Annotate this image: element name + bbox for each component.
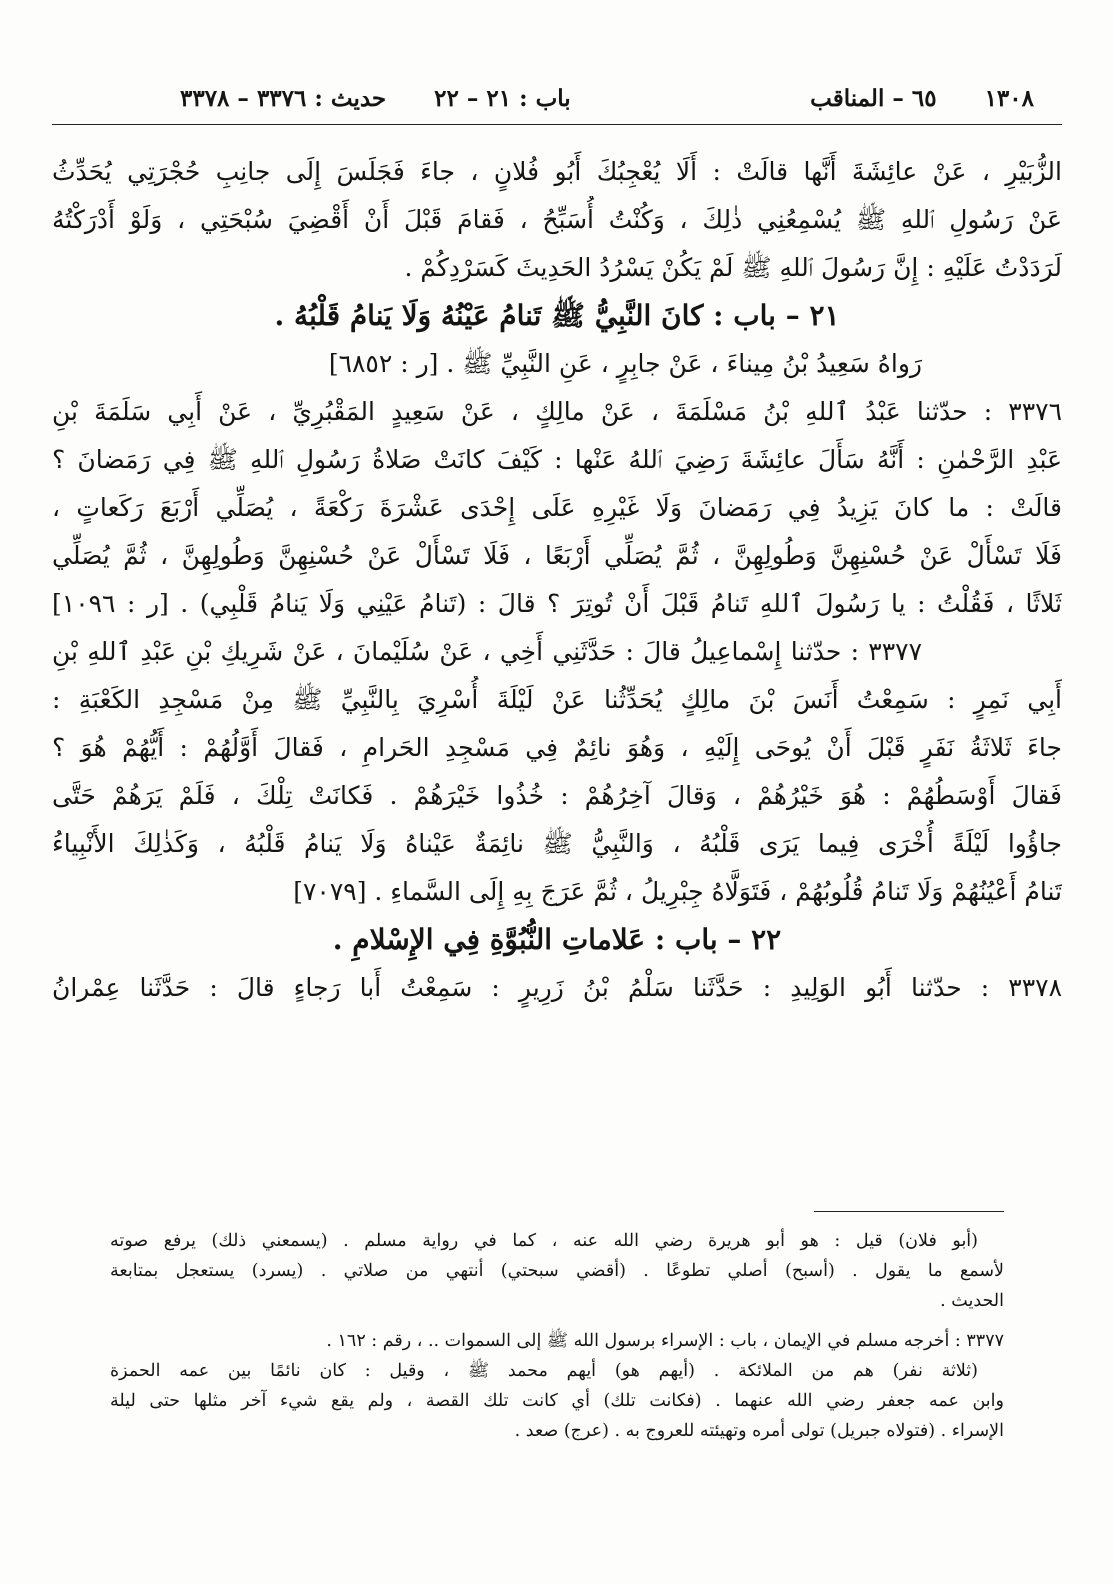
text-line: الزُّبَيْرِ ، عَنْ عائِشَةَ أَنَّها قالَتْ : أَلَا يُعْجِبُكَ أَبُو فُلانٍ ، جاءَ فَجَلَسَ إِلَى جانِبِ حُجْرَتِي يُحَدِّثُ: [52, 157, 1062, 186]
footnote-line: لأسمع ما يقول . (أسبح) أصلي تطوعًا . (أقضي سبحتي) أنتهي من صلاتي . (يسرد) يستعجل بمتابعة: [110, 1261, 1004, 1281]
page-number: ١٣٠٨: [984, 84, 1034, 112]
footnote-line: الحديث .: [940, 1291, 1004, 1311]
hadith-3377-start: ٣٣٧٧ : حدّثنا إِسْماعِيلُ قالَ : حَدَّثَنِي أَخِي ، عَنْ سُلَيْمانَ ، عَنْ شَرِيكِ بْنِ عَبْدِ ٱللهِ بْنِ: [52, 637, 922, 666]
footnote-line: (ثلاثة نفر) هم من الملائكة . (أيهم هو) أيهم محمد ﷺ ، وقيل : كان نائمًا بين عمه الحمزة: [110, 1361, 978, 1381]
footnote-line: الإسراء . (فتولاه جبريل) تولى أمره وتهيئته للعروج به . (عرج) صعد .: [514, 1421, 1004, 1441]
text-line: جاؤُوا لَيْلَةً أُخْرَى فِيما يَرَى قَلْبُهُ ، وَالنَّبِيُّ ﷺ نائِمَةٌ عَيْناهُ وَلَا يَنامُ قَلْبُهُ ، وَكَذٰلِكَ الأَنْبِياءُ: [52, 829, 1062, 858]
text-line: رَواهُ سَعِيدُ بْنُ مِيناءَ ، عَنْ جابِرٍ ، عَنِ النَّبِيِّ ﷺ . [ر : ٦٨٥٢]: [328, 349, 922, 378]
hadith-3376-start: ٣٣٧٦ : حدّثنا عَبْدُ ٱللهِ بْنُ مَسْلَمَةَ ، عَنْ مالِكٍ ، عَنْ سَعِيدٍ المَقْبُرِيِّ ، عَنْ أَبِي سَلَمَةَ بْنِ: [52, 397, 1062, 426]
text-line: فَقالَ أَوْسَطُهُمْ : هُوَ خَيْرُهُمْ ، وَقالَ آخِرُهُمْ : خُذُوا خَيْرَهُمْ . فَكانَتْ تِلْكَ ، فَلَمْ يَرَهُمْ حَتَّى: [52, 781, 1062, 810]
hadith-range: حديث : ٣٣٧٦ – ٣٣٧٨: [180, 84, 387, 112]
running-head-right-group: [810, 85, 1034, 112]
text-line: قالَتْ : ما كانَ يَزِيدُ فِي رَمَضانَ وَلَا غَيْرِهِ عَلَى إِحْدَى عَشْرَةَ رَكْعَةً ، يُصَلِّي أَرْبَعَ رَكَعاتٍ ،: [52, 493, 1062, 522]
running-head: [180, 80, 1034, 116]
text-line: تَنامُ أَعْيُنُهُمْ وَلَا تَنامُ قُلُوبُهُمْ ، فَتَوَلَّاهُ جِبْرِيلُ ، ثُمَّ عَرَجَ بِهِ إِلَى السَّماءِ . [٧٠٧٩]: [293, 877, 1062, 906]
chapter-heading-21: ٢١ – باب : كانَ النَّبِيُّ ﷺ تَنامُ عَيْنُهُ وَلَا يَنامُ قَلْبُهُ .: [274, 299, 840, 332]
text-line: جاءَ ثَلاثَةُ نَفَرٍ قَبْلَ أَنْ يُوحَى إِلَيْهِ ، وَهُوَ نائِمٌ فِي مَسْجِدِ الحَرامِ ، فَقالَ أَوَّلُهُمْ : أَيُّهُمْ هُوَ ؟: [52, 733, 1062, 762]
footnote-rule: [814, 1211, 1004, 1212]
footnote-line: ٣٣٧٧ : أخرجه مسلم في الإيمان ، باب : الإسراء برسول الله ﷺ إلى السموات .. ، رقم : ١٦٢ .: [326, 1331, 1004, 1351]
footnotes: [110, 1226, 1004, 1446]
chapter-heading-22: ٢٢ – باب : عَلاماتِ النُّبُوَّةِ فِي الإِسْلامِ .: [332, 923, 782, 956]
text-line: أَبِي نَمِرٍ : سَمِعْتُ أَنَسَ بْنَ مالِكٍ يُحَدِّثُنا عَنْ لَيْلَةَ أُسْرِيَ بِالنَّبِيِّ ﷺ مِنْ مَسْجِدِ الكَعْبَةِ :: [52, 685, 1062, 714]
book-title: ٦٥ – المناقب: [810, 84, 937, 112]
text-line: لَرَدَدْتُ عَلَيْهِ : إِنَّ رَسُولَ ٱللهِ ﷺ لَمْ يَكُنْ يَسْرُدُ الحَدِيثَ كَسَرْدِكُمْ .: [404, 253, 1062, 282]
header-rule: [52, 124, 1062, 125]
footnote-line: (أبو فلان) قيل : هو أبو هريرة رضي الله عنه ، كما في رواية مسلم . (يسمعني ذلك) يرفع صوته: [110, 1231, 978, 1251]
text-line: عَبْدِ الرَّحْمٰنِ : أَنَّهُ سَأَلَ عائِشَةَ رَضِيَ ٱللهُ عَنْها : كَيْفَ كانَتْ صَلاةُ رَسُولِ ٱللهِ ﷺ فِي رَمَضانَ ؟: [52, 445, 1062, 474]
text-line: فَلَا تَسْأَلْ عَنْ حُسْنِهِنَّ وَطُولِهِنَّ ، ثُمَّ يُصَلِّي أَرْبَعًا ، فَلَا تَسْأَلْ عَنْ حُسْنِهِنَّ وَطُولِهِنَّ ، ثُمَّ يُصَلِّي: [52, 541, 1062, 570]
bab-range: باب : ٢١ – ٢٢: [434, 84, 571, 112]
text-line: ثَلاثًا ، فَقُلْتُ : يا رَسُولَ ٱللهِ تَنامُ قَبْلَ أَنْ تُوتِرَ ؟ قالَ : (تَنامُ عَيْنِي وَلَا يَنامُ قَلْبِي) . [ر : ١٠٩٦]: [52, 589, 1062, 618]
hadith-3378-start: ٣٣٧٨ : حدّثنا أَبُو الوَلِيدِ : حَدَّثَنا سَلْمُ بْنُ زَرِيرٍ : سَمِعْتُ أَبا رَجاءٍ قالَ : حَدَّثَنا عِمْرانُ: [52, 973, 1062, 1002]
text-line: عَنْ رَسُولِ ٱللهِ ﷺ يُسْمِعُنِي ذٰلِكَ ، وَكُنْتُ أُسَبِّحُ ، فَقامَ قَبْلَ أَنْ أَقْضِيَ سُبْحَتِي ، وَلَوْ أَدْرَكْتُهُ: [52, 205, 1062, 234]
footnote-line: وابن عمه جعفر رضي الله عنهما . (فكانت تلك) أي كانت تلك القصة ، ولم يقع شيء آخر مثلها حتى ليلة: [110, 1391, 1004, 1411]
running-head-left-group: [180, 85, 571, 112]
main-text: [52, 148, 1062, 1012]
